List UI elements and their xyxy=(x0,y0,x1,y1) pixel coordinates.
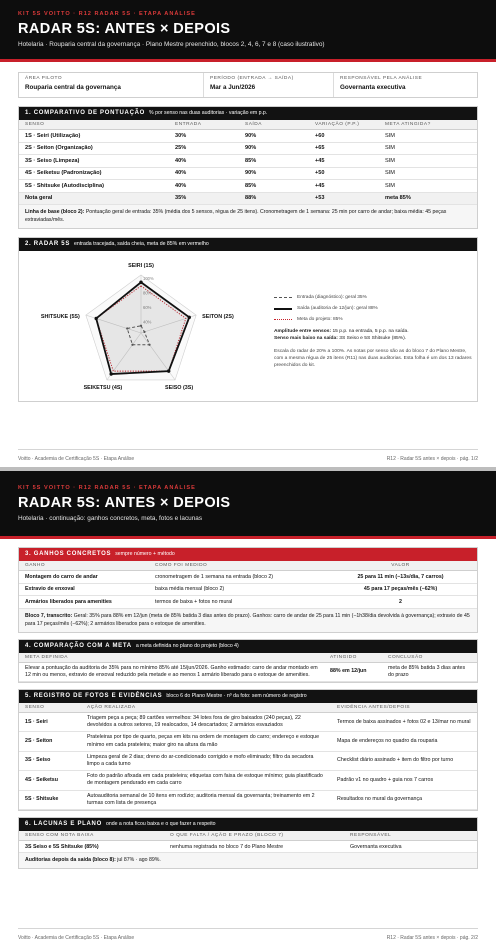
page-1 xyxy=(0,0,496,467)
col-header: SENSO xyxy=(19,120,169,130)
cell: Armários liberados para amenities xyxy=(19,596,149,609)
baseline-label: Linha de base (bloco 2): xyxy=(25,209,85,215)
section-title xyxy=(19,690,477,703)
meta-period xyxy=(204,73,334,97)
table-row xyxy=(19,155,477,168)
table-row xyxy=(19,583,477,596)
meta-value: Rouparia central da governança xyxy=(25,84,121,91)
cell: 40% xyxy=(169,167,239,180)
section-title-text: 4. COMPARAÇÃO COM A META xyxy=(25,642,132,649)
cell: 2S · Seiton xyxy=(19,732,81,751)
page-subtitle: Hotelaria · Rouparia central da governança · Plano Mestre preenchido, blocos 2, 4, 6, 7 e 8 (caso ilustrativo) xyxy=(18,41,325,48)
radar-point-saida xyxy=(188,316,191,319)
cell: Governanta executiva xyxy=(344,840,477,853)
col-header: GANHO xyxy=(19,561,149,571)
cell: +50 xyxy=(309,167,379,180)
cell: 85% xyxy=(239,180,309,193)
evidence-table xyxy=(19,703,477,810)
cell: 90% xyxy=(239,130,309,143)
meta-value: Governanta executiva xyxy=(340,84,406,91)
cell: baixa média mensal (bloco 2) xyxy=(149,583,324,596)
cell: meta de 85% batida 3 dias antes do prazo xyxy=(382,662,477,681)
footer xyxy=(18,449,478,467)
legend-label: Saída (auditoria de 12/jun): geral 88% xyxy=(297,306,378,311)
meta-label: RESPONSÁVEL PELA ANÁLISE xyxy=(340,76,423,81)
cell: 1S · Seiri (Utilização) xyxy=(19,130,169,143)
cell: 30% xyxy=(169,130,239,143)
table-header xyxy=(19,831,477,841)
col-header: SENSO xyxy=(19,703,81,713)
radar-point-entrada xyxy=(143,331,145,333)
cell: Autoauditoria semanal de 10 itens em rodízio; auditoria mensal da governanta; treinamento em 2 turmas com lista de presença xyxy=(81,790,331,809)
cell: Padrão v1 no quadro + guia nos 7 carros xyxy=(331,771,477,790)
footer-right: R12 · Radar 5S antes × depois · pág. 2/2 xyxy=(386,934,478,941)
table-header xyxy=(19,561,477,571)
section-gaps xyxy=(18,817,478,870)
cell: termos de baixa + fotos no mural xyxy=(149,596,324,609)
cell: 2 xyxy=(324,596,477,609)
cell: Foto do padrão afixada em cada prateleira; etiquetas com faixa de estoque mínimo; guia plastificado de montagem pendurado em cada carro xyxy=(81,771,331,790)
cell: +45 xyxy=(309,180,379,193)
cell: SIM xyxy=(379,142,477,155)
table-header xyxy=(19,653,477,663)
section-note: sempre número + método xyxy=(115,551,175,557)
col-header: SENSO COM NOTA BAIXA xyxy=(19,831,164,841)
legend-saida xyxy=(274,306,473,311)
col-header: COMO FOI MEDIDO xyxy=(149,561,324,571)
radar-axis-label: SHITSUKE (5S) xyxy=(40,314,80,321)
cell: +45 xyxy=(309,155,379,168)
legend-swatch xyxy=(274,308,292,310)
cell: 88% xyxy=(239,192,309,205)
legend-meta xyxy=(274,317,473,322)
table-row xyxy=(19,840,477,853)
section-title-text: 5. REGISTRO DE FOTOS E EVIDÊNCIAS xyxy=(25,692,163,699)
footer xyxy=(18,928,478,946)
amplitude-text xyxy=(274,328,473,335)
note-label: Auditorias depois da saída (bloco 8): xyxy=(25,857,116,864)
meta-owner xyxy=(334,73,477,97)
section-score-comparison xyxy=(18,106,478,229)
radar-point-entrada xyxy=(131,344,133,346)
section-title-text: 3. GANHOS CONCRETOS xyxy=(25,551,112,557)
table-row xyxy=(19,751,477,770)
radar-axis-label: SEIKETSU (4S) xyxy=(83,384,123,391)
cell: meta 85% xyxy=(379,192,477,205)
table-row xyxy=(19,130,477,143)
section-note: entrada tracejada, saída cheia, meta de 85% em vermelho xyxy=(74,241,209,247)
col-header: ATINGIDO xyxy=(324,653,382,663)
cell: SIM xyxy=(379,155,477,168)
radar-point-entrada xyxy=(148,344,150,346)
table-row xyxy=(19,790,477,809)
table-header xyxy=(19,120,477,130)
col-header: O QUE FALTA / AÇÃO E PRAZO (BLOCO 7) xyxy=(164,831,344,841)
table-row xyxy=(19,596,477,609)
footer-left: Voitto · Academia de Certificação 5S · Etapa Análise xyxy=(18,455,135,462)
scale-note: Escala do radar de 20% a 100%. As notas por senso são as do bloco 7 do Plano Mestre, com a mesma régua de 25 itens (R11) nas duas auditorias. Esta folha é um dos 13 radares preenchidos do kit. xyxy=(274,349,472,368)
cell: 45 para 17 peças/mês (−62%) xyxy=(324,583,477,596)
cell: 25% xyxy=(169,142,239,155)
cell: 85% xyxy=(239,155,309,168)
table-row xyxy=(19,167,477,180)
cell: +60 xyxy=(309,130,379,143)
section-title xyxy=(19,818,477,831)
cell: Extravio de enxoval xyxy=(19,583,149,596)
section-title-text: 2. RADAR 5S xyxy=(25,241,71,247)
weak-label: Senso mais baixo na saída: xyxy=(274,336,338,341)
cell: Termos de baixa assinados + fotos 02 e 13/mar no mural xyxy=(331,712,477,731)
footer-right: R12 · Radar 5S antes × depois · pág. 1/2 xyxy=(386,455,478,462)
radar-chart xyxy=(19,251,264,401)
col-header: META DEFINIDA xyxy=(19,653,324,663)
section-title xyxy=(19,238,477,251)
amplitude-value: 15 p.p. na entrada, 5 p.p. na saída. xyxy=(332,329,409,334)
note-label: Bloco 7, transcrito: xyxy=(25,612,73,619)
cell: SIM xyxy=(379,167,477,180)
section-evidence xyxy=(18,689,478,811)
col-header: ENTRADA xyxy=(169,120,239,130)
col-header: RESPONSÁVEL xyxy=(344,831,477,841)
legend-label: Meta do projeto: 85% xyxy=(297,317,343,322)
radar-axis-label: SEITON (2S) xyxy=(202,314,234,321)
note-text: Geral: 35% para 88% em 12/jun (meta de 85% batida 3 dias antes do prazo). Ganhos: carro de andar de 25 para 11 min (−1h38/dia devolvida à governança); extravio de 45 para 17 peças/mês (−62%); 2 armários liberados para o estoque de amenities. xyxy=(25,612,470,627)
cell: SIM xyxy=(379,130,477,143)
section-note: bloco 6 do Plano Mestre · nº da foto: sem número de registro xyxy=(166,692,307,699)
radar-point-entrada xyxy=(126,327,128,329)
cell: cronometragem de 1 semana na entrada (bloco 2) xyxy=(149,571,324,584)
cell: Nota geral xyxy=(19,192,169,205)
page-title: RADAR 5S: ANTES × DEPOIS xyxy=(18,21,231,37)
weak-value: 3S Seiso e 5S Shitsuke (85%). xyxy=(339,336,407,341)
cell: +53 xyxy=(309,192,379,205)
section-goal-comparison xyxy=(18,639,478,683)
cell: Triagem peça a peça; 89 cartões vermelhos: 34 lotes fora de giro baixados (240 peças), 22 devolvidos a outros setores, 19 realocados, 14 descartados; 2 armários esvaziados xyxy=(81,712,331,731)
legend-entrada xyxy=(274,295,473,300)
cell: SIM xyxy=(379,180,477,193)
after-audits-note xyxy=(19,853,477,868)
radar-area xyxy=(19,251,477,401)
meta-area xyxy=(19,73,204,97)
section-note: a meta definida no plano do projeto (bloco 4) xyxy=(135,642,239,649)
meta-value: Mar a Jun/2026 xyxy=(210,84,256,91)
page-title: RADAR 5S: ANTES × DEPOIS xyxy=(18,495,231,511)
radar-point-saida xyxy=(167,369,170,372)
table-row xyxy=(19,142,477,155)
cell: 40% xyxy=(169,155,239,168)
col-header: SAÍDA xyxy=(239,120,309,130)
weak-text xyxy=(274,335,473,342)
table-row xyxy=(19,180,477,193)
block7-note xyxy=(19,609,477,632)
kicker: KIT 5S VOITTO · R12 RADAR 5S · ETAPA ANÁLISE xyxy=(18,485,196,491)
header xyxy=(0,471,496,539)
col-header: VALOR xyxy=(324,561,477,571)
table-total-row xyxy=(19,192,477,205)
table-row xyxy=(19,571,477,584)
table-row xyxy=(19,662,477,681)
radar-point-saida xyxy=(139,281,142,284)
baseline-note xyxy=(19,205,477,228)
cell: 3S · Seiso xyxy=(19,751,81,770)
col-header: AÇÃO REALIZADA xyxy=(81,703,331,713)
page-2 xyxy=(0,471,496,946)
cell: Limpeza geral de 2 dias; dreno do ar-condicionado corrigido e mofo eliminado; filtro da secadora limpo a cada turno xyxy=(81,751,331,770)
table-row xyxy=(19,712,477,731)
cell: 90% xyxy=(239,167,309,180)
radar-point-entrada xyxy=(140,325,142,327)
cell: +65 xyxy=(309,142,379,155)
section-title-text: 1. COMPARATIVO DE PONTUAÇÃO xyxy=(25,110,146,116)
section-title xyxy=(19,640,477,653)
legend-swatch xyxy=(274,297,292,298)
cell: 40% xyxy=(169,180,239,193)
radar-axis-label: SEISO (3S) xyxy=(165,384,194,391)
cell: 2S · Seiton (Organização) xyxy=(19,142,169,155)
radar-axis-label: SEIRI (1S) xyxy=(128,263,154,269)
meta-box xyxy=(18,72,478,98)
cell: 3S · Seiso (Limpeza) xyxy=(19,155,169,168)
cell: 5S · Shitsuke xyxy=(19,790,81,809)
table-header xyxy=(19,703,477,713)
section-note: % por senso nas duas auditorias · variação em p.p. xyxy=(149,110,268,116)
meta-label: ÁREA PILOTO xyxy=(25,76,63,81)
legend-label: Entrada (diagnóstico): geral 35% xyxy=(297,295,367,300)
cell: 4S · Seiketsu xyxy=(19,771,81,790)
section-title xyxy=(19,107,477,120)
header xyxy=(0,0,496,62)
section-gains xyxy=(18,547,478,633)
cell: Mapa de endereços no quadro da rouparia xyxy=(331,732,477,751)
legend-swatch xyxy=(274,319,292,320)
col-header: EVIDÊNCIA ANTES/DEPOIS xyxy=(331,703,477,713)
footer-left: Voitto · Academia de Certificação 5S · Etapa Análise xyxy=(18,934,135,941)
cell: nenhuma registrada no bloco 7 do Plano Mestre xyxy=(164,840,344,853)
cell: 1S · Seiri xyxy=(19,712,81,731)
header-accent-bar xyxy=(0,536,496,539)
cell: 4S · Seiketsu (Padronização) xyxy=(19,167,169,180)
baseline-text: Pontuação geral de entrada: 35% (média dos 5 sensos, régua de 25 itens). Cronometragem de 1 semana: 25 min por carro de andar; baixa média: 45 peças extraviadas/mês. xyxy=(25,209,447,223)
cell: 25 para 11 min (−13s/dia, 7 carros) xyxy=(324,571,477,584)
kicker: KIT 5S VOITTO · R12 RADAR 5S · ETAPA ANÁLISE xyxy=(18,11,196,17)
meta-label: PERÍODO (ENTRADA → SAÍDA) xyxy=(210,76,294,81)
goal-table xyxy=(19,653,477,682)
header-accent-bar xyxy=(0,59,496,62)
note-text: jul 87% · ago 89%. xyxy=(117,857,161,864)
radar-legend xyxy=(264,251,477,401)
score-table xyxy=(19,120,477,205)
radar-point-saida xyxy=(94,317,97,320)
cell: Checklist diário assinado + item do filtro por turno xyxy=(331,751,477,770)
cell: Montagem do carro de andar xyxy=(19,571,149,584)
section-note: onde a nota ficou baixa e o que fazer a respeito xyxy=(105,820,216,827)
table-row xyxy=(19,732,477,751)
radar-point-saida xyxy=(109,372,112,375)
gaps-table xyxy=(19,831,477,854)
page-subtitle: Hotelaria · continuação: ganhos concretos, meta, fotos e lacunas xyxy=(18,515,203,522)
cell: 88% em 12/jun xyxy=(324,662,382,681)
cell: 35% xyxy=(169,192,239,205)
radar-tick-label: 100% xyxy=(143,276,154,281)
section-title-text: 6. LACUNAS E PLANO xyxy=(25,820,102,827)
cell: Prateleiras por tipo de quarto, peças em kits na ordem de montagem do carro; endereço e estoque mínimo em cada prateleira; maior giro na altura da mão xyxy=(81,732,331,751)
cell: 90% xyxy=(239,142,309,155)
amplitude-label: Amplitude entre sensos: xyxy=(274,329,332,334)
cell: 5S · Shitsuke (Autodisciplina) xyxy=(19,180,169,193)
col-header: CONCLUSÃO xyxy=(382,653,477,663)
gains-table xyxy=(19,561,477,609)
cell: Resultados no mural da governança xyxy=(331,790,477,809)
cell: 3S Seiso e 5S Shitsuke (85%) xyxy=(19,840,164,853)
section-title xyxy=(19,548,477,561)
col-header: VARIAÇÃO (P.P.) xyxy=(309,120,379,130)
cell: Elevar a pontuação da auditoria de 35% para no mínimo 85% até 15/jun/2026. Ganho estimado: carro de andar montado em 12 min ou menos, extravio de enxoval reduzido pela metade e ao menos 1 armário liberado para o estoque de amenities. xyxy=(19,662,324,681)
section-radar xyxy=(18,237,478,402)
table-row xyxy=(19,771,477,790)
col-header: META ATINGIDA? xyxy=(379,120,477,130)
